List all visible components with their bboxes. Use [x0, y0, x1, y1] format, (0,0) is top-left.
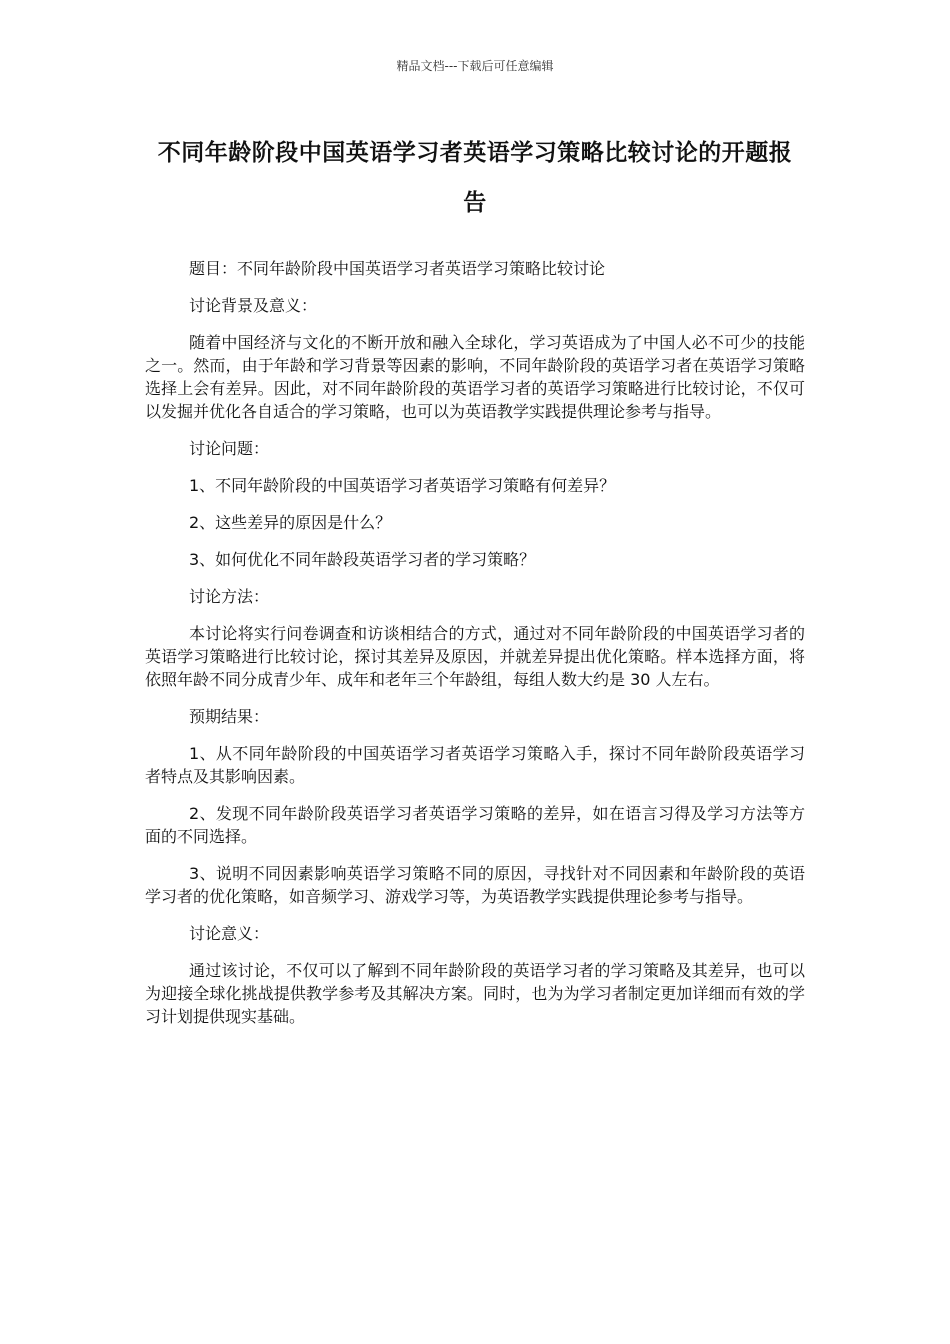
topic-line: 题目：不同年龄阶段中国英语学习者英语学习策略比较讨论	[189, 259, 606, 278]
expected-result-item: 1、从不同年龄阶段的中国英语学习者英语学习策略入手，探讨不同年龄阶段英语学习者特点及其影响因素。	[145, 744, 805, 786]
question-item: 2、这些差异的原因是什么？	[189, 513, 392, 532]
significance-paragraph: 通过该讨论，不仅可以了解到不同年龄阶段的英语学习者的学习策略及其差异，也可以为迎接全球化挑战提供教学参考及其解决方案。同时，也为为学习者制定更加详细而有效的学习计划提供现实基础。	[145, 961, 805, 1026]
methods-paragraph: 本讨论将实行问卷调查和访谈相结合的方式，通过对不同年龄阶段的中国英语学习者的英语学习策略进行比较讨论，探讨其差异及原因，并就差异提出优化策略。样本选择方面，将依照年龄不同分成青少年、成年和老年三个年龄组，每组人数大约是 30 人左右。	[145, 624, 805, 689]
expected-result-item: 3、说明不同因素影响英语学习策略不同的原因，寻找针对不同因素和年龄阶段的英语学习者的优化策略，如音频学习、游戏学习等，为英语教学实践提供理论参考与指导。	[145, 864, 805, 906]
section-heading-expected-results: 预期结果：	[189, 707, 270, 726]
expected-result-item: 2、发现不同年龄阶段英语学习者英语学习策略的差异，如在语言习得及学习方法等方面的不同选择。	[145, 804, 805, 846]
question-item: 3、如何优化不同年龄段英语学习者的学习策略？	[189, 550, 536, 569]
background-paragraph: 随着中国经济与文化的不断开放和融入全球化，学习英语成为了中国人必不可少的技能之一。然而，由于年龄和学习背景等因素的影响，不同年龄阶段的英语学习者在英语学习策略选择上会有差异。因此，对不同年龄阶段的英语学习者的英语学习策略进行比较讨论，不仅可以发掘并优化各自适合的学习策略，也可以为英语教学实践提供理论参考与指导。	[145, 333, 805, 421]
page-header-watermark: 精品文档---下载后可任意编辑	[396, 59, 554, 73]
section-heading-questions: 讨论问题：	[189, 439, 270, 458]
section-heading-significance: 讨论意义：	[189, 924, 270, 943]
section-heading-methods: 讨论方法：	[189, 587, 270, 606]
section-heading-background: 讨论背景及意义：	[189, 296, 318, 315]
question-item: 1、不同年龄阶段的中国英语学习者英语学习策略有何差异？	[189, 476, 616, 495]
document-body	[145, 257, 805, 1042]
document-title: 不同年龄阶段中国英语学习者英语学习策略比较讨论的开题报告	[157, 140, 793, 216]
